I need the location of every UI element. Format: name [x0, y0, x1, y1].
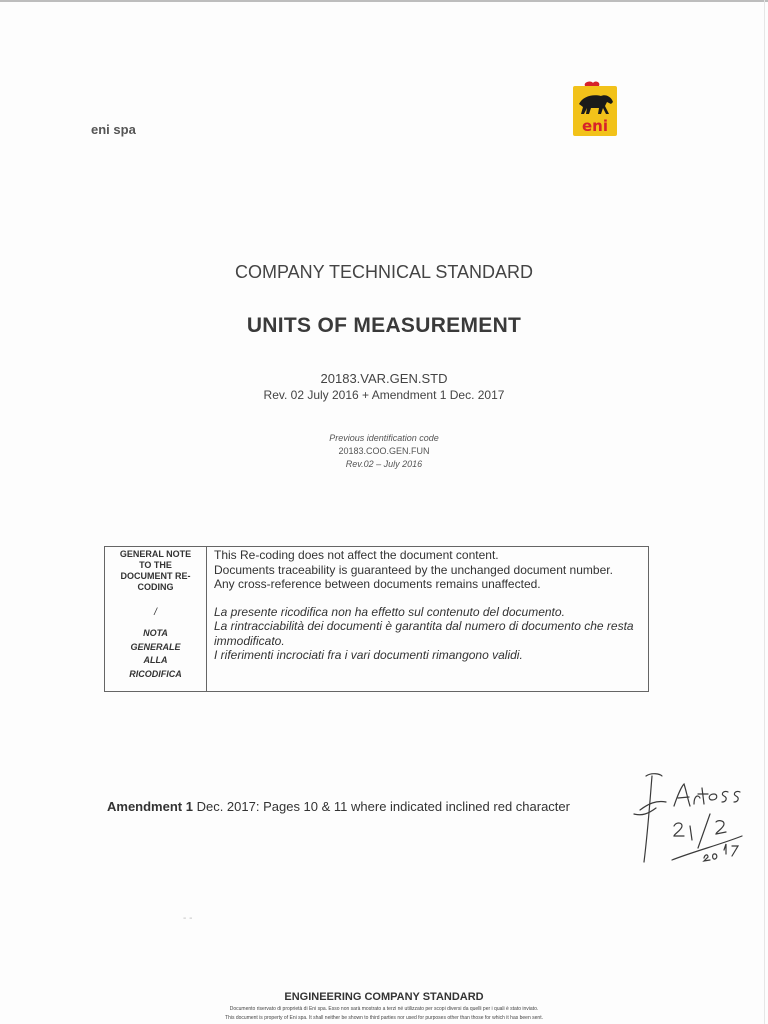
eni-logo [571, 80, 619, 136]
note-sentence: Documents traceability is guaranteed by the unchanged document number. [214, 562, 613, 577]
footer-confidentiality-en: This document is property of Eni spa. It shall neither be shown to third parties nor used for purposes other than those for which it has been sent. [225, 1015, 543, 1021]
top-border [0, 0, 768, 2]
note-sentence: La presente ricodifica non ha effetto sul contenuto del documento. [214, 604, 565, 619]
svg-text:eni: eni [582, 117, 608, 135]
note-label-it-line: ALLA [143, 655, 168, 665]
note-label-it-line: NOTA [143, 628, 168, 638]
note-label-it-line: GENERALE [130, 641, 181, 652]
note-label-en-line: CODING [137, 582, 174, 592]
previous-id-revision: Rev.02 – July 2016 [345, 459, 423, 469]
note-label-en-line: DOCUMENT RE- [120, 571, 191, 581]
footer-title: ENGINEERING COMPANY STANDARD [284, 991, 484, 1003]
note-label-en [108, 549, 203, 593]
handwritten-signature [632, 770, 752, 870]
six-legged-dog-icon [571, 80, 619, 136]
note-label-it-line: RICODIFICA [129, 668, 182, 679]
note-sentence: La rintracciabilità dei documenti è garantita dal numero di documento che resta immodificato. [214, 619, 634, 648]
note-sentence: This Re-coding does not affect the document content. [214, 548, 499, 562]
note-sentence: I riferimenti incrociati fra i vari documenti rimangono validi. [214, 648, 523, 662]
note-label-cell [105, 547, 207, 691]
scan-artifact: - - [183, 913, 193, 924]
previous-id-code: 20183.COO.GEN.FUN [338, 446, 430, 456]
previous-id-label: Previous identification code [329, 433, 439, 443]
recoding-note-table [104, 546, 649, 692]
company-name: eni spa [91, 122, 136, 137]
note-label-en-line: GENERAL NOTE [119, 549, 192, 559]
note-text-en [214, 548, 644, 592]
note-sentence: Any cross-reference between documents remains unaffected. [214, 577, 541, 591]
amendment-line [107, 799, 570, 814]
note-text-it [214, 605, 644, 663]
document-revision: Rev. 02 July 2016 + Amendment 1 Dec. 2017 [263, 388, 505, 402]
amendment-label: Amendment 1 [107, 799, 193, 814]
note-label-en-line: TO THE [139, 560, 172, 570]
standard-type: COMPANY TECHNICAL STANDARD [234, 262, 534, 282]
document-code: 20183.VAR.GEN.STD [320, 371, 448, 386]
footer-confidentiality-it: Documento riservato di proprietà di Eni spa. Esso non sarà mostrato a terzi né utilizzato per scopi diversi da quelli per i quali è stato inviato. [229, 1006, 539, 1012]
document-title: UNITS OF MEASUREMENT [246, 314, 522, 337]
note-text-cell [214, 548, 644, 663]
note-label-it [108, 627, 203, 681]
amendment-text: Dec. 2017: Pages 10 & 11 where indicated inclined red character [196, 799, 570, 814]
page-edge [764, 0, 765, 1024]
note-label-separator: / [154, 607, 157, 618]
